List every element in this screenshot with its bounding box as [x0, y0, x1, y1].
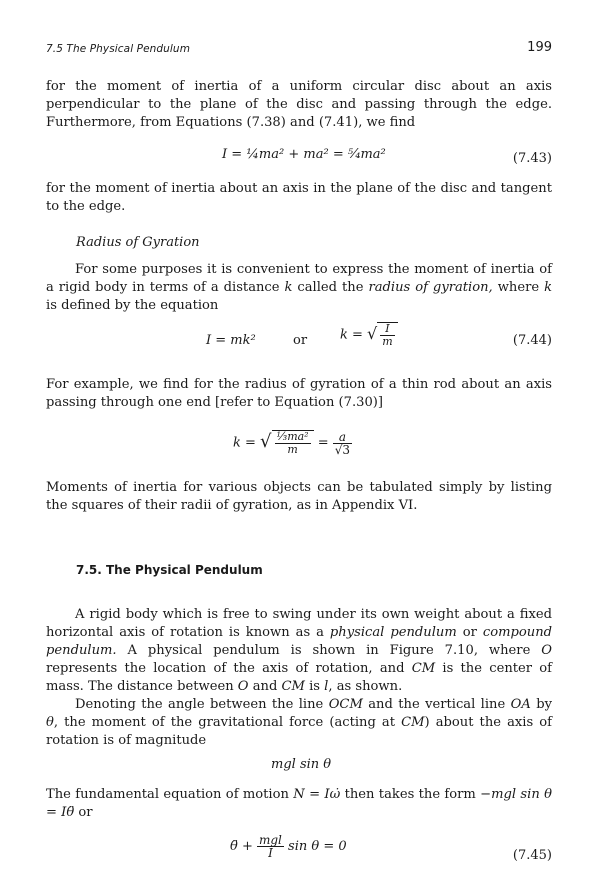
- eq-743-term1: ¼ma²: [246, 147, 285, 162]
- paragraph-6: A rigid body which is free to swing under its own weight about a fixed horizontal axis of rotation is known as a physical pendulum or compound pendulum. A physical pendulum is shown in Figure 7.10, where O represents the location of the axis of rotation, and CM is the center of mass. The distance between O and CM is l, as shown.: [46, 607, 553, 694]
- equation-7-44-right: k = √ $\frac{I}{m}$: [340, 322, 398, 348]
- equation-7-43: [222, 147, 386, 162]
- page-header: [46, 40, 552, 60]
- equation-7-44-left: I = mk²: [206, 333, 256, 348]
- equation-7-45: θ̈ + $\frac{\text{mgl}}{I}$ sin θ = 0: [230, 833, 347, 860]
- eq-743-plus: +: [288, 147, 300, 162]
- paragraph-4: For example, we find for the radius of gyration of a thin rod about an axis passing through one end [refer to Equation (7.30)]: [46, 377, 552, 410]
- paragraph-8: The fundamental equation of motion N = Iω̇ then takes the form −mgl sin θ = Iθ̈ or: [46, 787, 552, 820]
- paragraph-3: For some purposes it is convenient to express the moment of inertia of a rigid body in terms of a distance k called the radius of gyration, where k is defined by the equation: [46, 262, 553, 313]
- equation-number-7-43: (7.43): [512, 151, 552, 166]
- section-heading: 7.5. The Physical Pendulum: [76, 563, 263, 577]
- running-title: 7.5 The Physical Pendulum: [46, 43, 191, 55]
- eq-743-term2: ma²: [303, 147, 329, 162]
- equation-number-7-44: (7.44): [512, 333, 552, 348]
- eq-743-equals-2: =: [332, 147, 344, 162]
- page-number: 199: [527, 40, 552, 55]
- paragraph-1: for the moment of inertia of a uniform circular disc about an axis perpendicular to the plane of the disc and passing through the edge. Furthermore, from Equations (7.38) and (7.41), we find: [46, 79, 552, 130]
- equation-7-44-or: or: [293, 333, 308, 348]
- equation-torque: mgl sin θ: [271, 757, 332, 772]
- subsection-title: Radius of Gyration: [76, 235, 200, 250]
- eq-743-equals: =: [231, 147, 243, 162]
- eq-743-lhs: I: [222, 147, 228, 162]
- equation-rod-gyration: k = √ $\frac{\text{⅓ma²}}{m}$ = $\frac{a}{√3}$: [233, 429, 351, 457]
- paragraph-2: for the moment of inertia about an axis in the plane of the disc and tangent to the edge.: [46, 181, 552, 214]
- eq-743-term3: ⁵⁄₄ma²: [347, 147, 386, 162]
- sqrt-symbol: √ $\frac{I}{m}$: [367, 322, 398, 348]
- paragraph-7: Denoting the angle between the line OCM and the vertical line OA by θ, the moment of the gravitational force (acting at CM) about the axis of rotation is of magnitude: [46, 697, 552, 748]
- equation-number-7-45: (7.45): [512, 848, 552, 863]
- paragraph-5: Moments of inertia for various objects can be tabulated simply by listing the squares of their radii of gyration, as in Appendix VI.: [46, 480, 552, 513]
